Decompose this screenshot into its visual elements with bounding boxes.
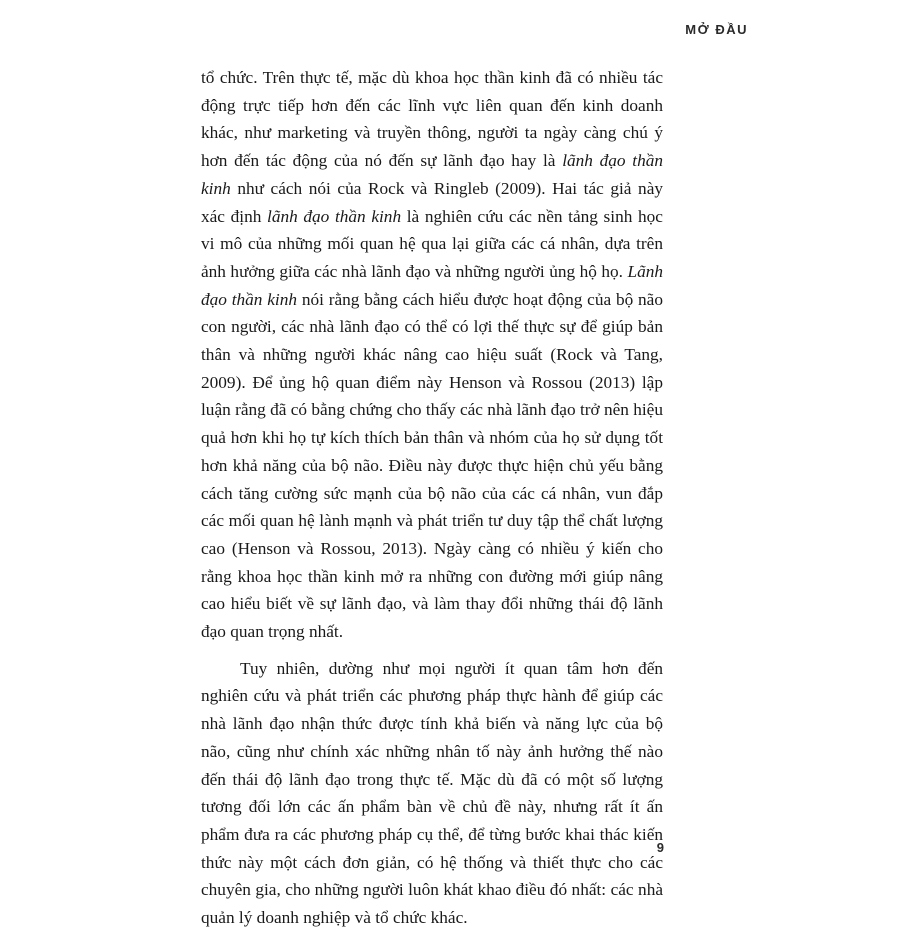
italic-term: lãnh đạo thần kinh xyxy=(201,151,663,198)
italic-term: Lãnh đạo thần kinh xyxy=(201,261,663,309)
page-body xyxy=(201,64,663,932)
paragraph-1 xyxy=(201,64,663,646)
paragraph-2: Tuy nhiên, dường như mọi người ít quan tâm hơn đến nghiên cứu và phát triển các phương pháp thực hành để giúp các nhà lãnh đạo nhận thức được tính khả biến và năng lực của bộ não, cũng như chính xác những nhân tố này ảnh hưởng thế nào đến thái độ lãnh đạo trong thực tế. Mặc dù đã có một số lượng tương đối lớn các ấn phẩm bàn về chủ đề này, nhưng rất ít ấn phẩm đưa ra các phương pháp cụ thể, để từng bước khai thác kiến thức này một cách đơn giản, có hệ thống và thiết thực cho các chuyên gia, cho những người luôn khát khao điều đó nhất: các nhà quản lý doanh nghiệp và tổ chức khác. xyxy=(201,658,663,928)
page-number: 9 xyxy=(656,840,664,855)
text-run: là nghiên cứu các nền tảng sinh học vi mô của những mối quan hệ qua lại giữa các cá nhân, dựa trên ảnh hưởng giữa các nhà lãnh đạo và những người ủng hộ họ. xyxy=(201,206,663,281)
text-run: tổ chức. Trên thực tế, mặc dù khoa học thần kinh đã có nhiều tác động trực tiếp hơn đến các lĩnh vực liên quan đến kinh doanh khác, như marketing và truyền thông, người ta ngày càng chú ý hơn đến tác động của nó đến sự lãnh đạo hay là xyxy=(201,68,663,171)
text-run: nói rằng bằng cách hiểu được hoạt động của bộ não con người, các nhà lãnh đạo có thể có lợi thế thực sự để giúp bản thân và những người khác nâng cao hiệu suất (Rock và Tang, 2009). Để ủng hộ quan điểm này Henson và Rossou (2013) lập luận rằng đã có bằng chứng cho thấy các nhà lãnh đạo trở nên hiệu quả hơn khi họ tự kích thích bản thân và nhóm của họ sử dụng tốt hơn khả năng của bộ não. Điều này được thực hiện chủ yếu bằng cách tăng cường sức mạnh của bộ não của các cá nhân, vun đắp các mối quan hệ lành mạnh và phát triển tư duy tập thể chất lượng cao (Henson và Rossou, 2013). Ngày càng có nhiều ý kiến cho rằng khoa học thần kinh mở ra những con đường mới giúp nâng cao hiểu biết về sự lãnh đạo, và làm thay đổi những thái độ lãnh đạo quan trọng nhất. xyxy=(201,289,663,642)
italic-term: lãnh đạo thần kinh xyxy=(267,206,402,226)
chapter-title: MỞ ĐẦU xyxy=(685,22,748,37)
text-run: như cách nói của Rock và Ringleb (2009). Hai tác giả này xác định xyxy=(201,178,663,226)
